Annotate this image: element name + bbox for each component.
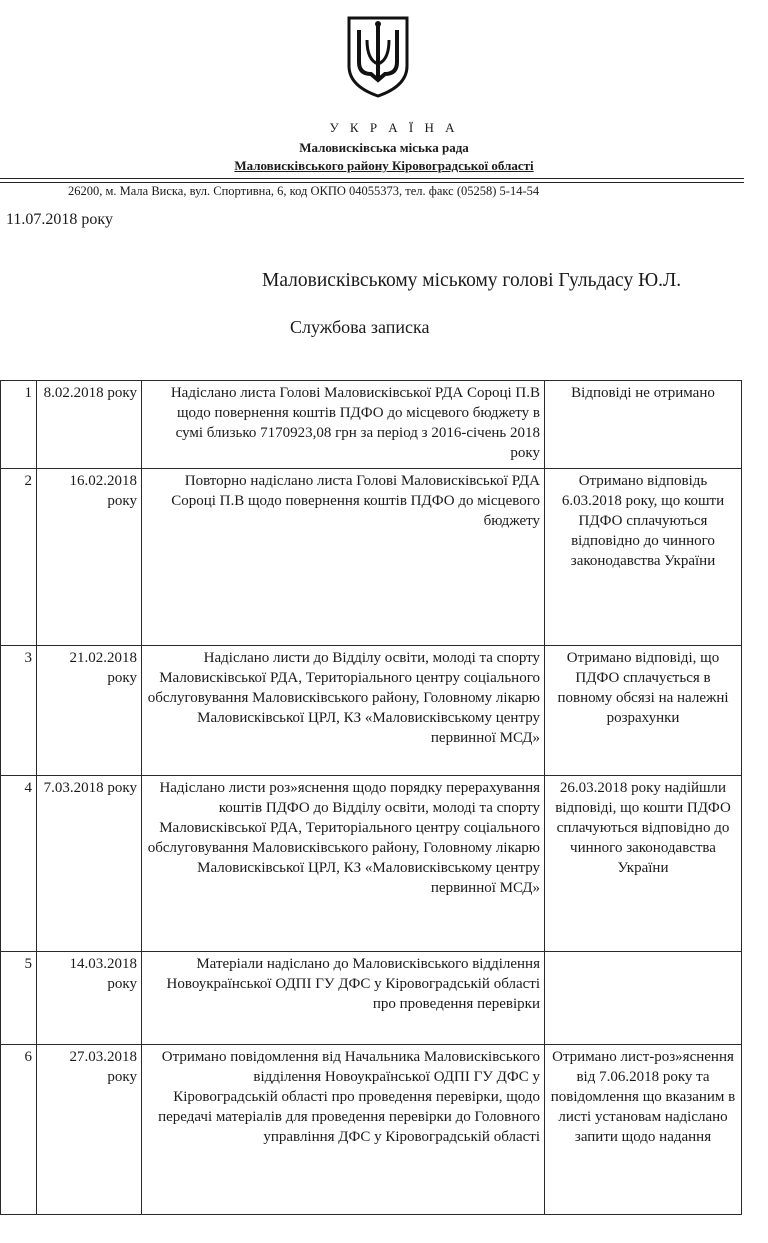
- row-result: Відповіді не отримано: [545, 381, 742, 469]
- row-date: 7.03.2018 року: [37, 776, 142, 952]
- council-address: 26200, м. Мала Виска, вул. Спортивна, 6, код ОКПО 04055373, тел. факс (05258) 5-14-54: [68, 184, 540, 198]
- document-date: 11.07.2018 року: [6, 211, 113, 228]
- council-name: Маловисківська міська рада: [299, 140, 469, 155]
- row-result: [545, 952, 742, 1045]
- row-action: Надіслано листа Голові Маловисківської РДА Сороці П.В щодо повернення коштів ПДФО до місцевого бюджету в сумі близько 7170923,08 грн за період з 2016-січень 2018 року: [142, 381, 545, 469]
- row-result: 26.03.2018 року надійшли відповіді, що кошти ПДФО сплачуються відповідно до чинного законодавства України: [545, 776, 742, 952]
- table-row: [1, 1045, 742, 1215]
- row-date: 14.03.2018 року: [37, 952, 142, 1045]
- addressee: Маловисківському міському голові Гульдасу Ю.Л.: [262, 270, 682, 291]
- row-action: Матеріали надіслано до Маловисківського відділення Новоукраїнської ОДПІ ГУ ДФС у Кіровоградській області про проведення перевірки: [142, 952, 545, 1045]
- row-result: Отримано відповідь 6.03.2018 року, що кошти ПДФО сплачуються відповідно до чинного законодавства України: [545, 469, 742, 646]
- table-row: [1, 776, 742, 952]
- row-date: 8.02.2018 року: [37, 381, 142, 469]
- row-number: 2: [1, 469, 37, 646]
- table-row: [1, 646, 742, 776]
- table-row: [1, 469, 742, 646]
- header-divider: [0, 178, 744, 179]
- table-row: [1, 381, 742, 469]
- row-action: Надіслано листи до Відділу освіти, молоді та спорту Маловисківської РДА, Територіального центру соціального обслуговування Маловисківського району, Головному лікарю Маловисківської ЦРЛ, КЗ «Маловисківському центру первинної МСД»: [142, 646, 545, 776]
- row-number: 1: [1, 381, 37, 469]
- row-date: 21.02.2018 року: [37, 646, 142, 776]
- row-number: 6: [1, 1045, 37, 1215]
- row-result: Отримано лист-роз»яснення від 7.06.2018 року та повідомлення що вказаним в листі установам надіслано запити щодо надання: [545, 1045, 742, 1215]
- country-heading: У К Р А Ї Н А: [329, 120, 459, 135]
- coat-of-arms-emblem: [345, 14, 411, 98]
- row-number: 5: [1, 952, 37, 1045]
- row-action: Отримано повідомлення від Начальника Маловисківського відділення Новоукраїнської ОДПІ ГУ ДФС у Кіровоградській області про проведення перевірки, щодо передачі матеріалів для проведення перевірки до Головного управління ДФС у Кіровоградській області: [142, 1045, 545, 1215]
- row-number: 4: [1, 776, 37, 952]
- table-row: [1, 952, 742, 1045]
- row-number: 3: [1, 646, 37, 776]
- header-divider-thin: [0, 182, 744, 183]
- row-action: Повторно надіслано листа Голові Маловисківської РДА Сороці П.В щодо повернення коштів ПДФО до місцевого бюджету: [142, 469, 545, 646]
- row-result: Отримано відповіді, що ПДФО сплачується в повному обсязі на належні розрахунки: [545, 646, 742, 776]
- row-date: 27.03.2018 року: [37, 1045, 142, 1215]
- row-action: Надіслано листи роз»яснення щодо порядку перерахування коштів ПДФО до Відділу освіти, молоді та спорту Маловисківської РДА, Територіального центру соціального обслуговування Маловисківського району, Головному лікарю Маловисківської ЦРЛ, КЗ «Маловисківському центру первинної МСД»: [142, 776, 545, 952]
- correspondence-table: [0, 380, 742, 1215]
- row-date: 16.02.2018 року: [37, 469, 142, 646]
- district-name: Маловисківського району Кіровоградської області: [234, 158, 534, 173]
- document-title: Службова записка: [290, 317, 430, 337]
